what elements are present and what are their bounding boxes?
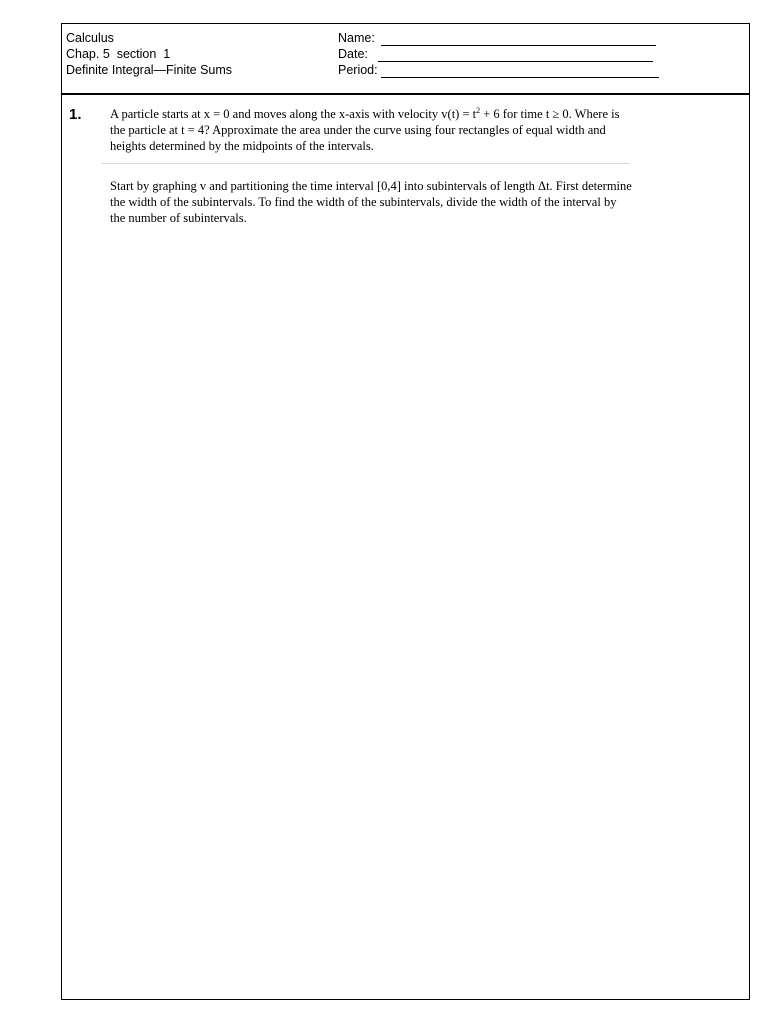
date-blank-line[interactable]	[378, 49, 653, 62]
chapter-section: Chap. 5 section 1	[66, 47, 171, 61]
course-title: Calculus	[66, 31, 114, 45]
worksheet-header	[62, 24, 749, 95]
student-fields	[338, 30, 659, 78]
course-info	[66, 30, 232, 78]
worksheet-page	[61, 23, 750, 1000]
period-field-row	[338, 62, 659, 78]
exponent: 2	[476, 105, 481, 115]
name-blank-line[interactable]	[381, 33, 656, 46]
statement-part-2: + 6 for time t ≥ 0. Where is the particle at t = 4? Approximate the area under the curve using four rectangles of equal width and heights determined by the midpoints of the intervals.	[110, 107, 620, 153]
date-label: Date:	[338, 47, 368, 61]
section-divider	[102, 163, 630, 164]
problem-instruction: Start by graphing v and partitioning the time interval [0,4] into subintervals of length Δt. First determine the width of the subintervals. To find the width of the subintervals, divide the width of the interval by the number of subintervals.	[110, 179, 632, 225]
period-label: Period:	[338, 63, 378, 77]
problem-statement	[110, 106, 630, 154]
name-label: Name:	[338, 31, 375, 45]
period-blank-line[interactable]	[381, 65, 659, 78]
date-field-row	[338, 46, 659, 62]
problem-number: 1.	[69, 106, 82, 123]
topic-title: Definite Integral—Finite Sums	[66, 63, 233, 77]
name-field-row	[338, 30, 659, 46]
statement-part-1: A particle starts at x = 0 and moves along the x-axis with velocity v(t) = t	[110, 107, 477, 121]
